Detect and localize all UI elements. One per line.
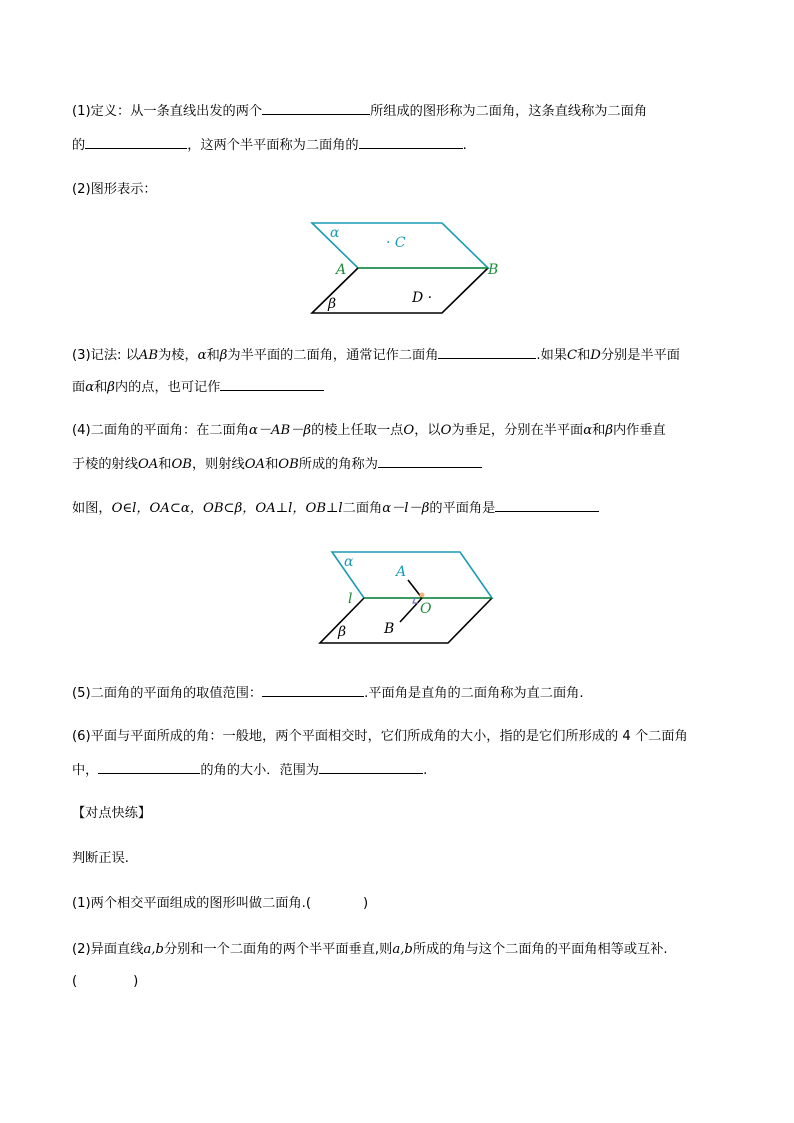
text: (4)二面角的平面角：在二面角 [72, 423, 249, 438]
text: 二面角 [342, 501, 383, 516]
text: 为垂足，分别在半平面 [451, 423, 584, 438]
blank-1[interactable] [262, 100, 370, 115]
math-beta: β [605, 423, 613, 438]
label-beta: β [338, 624, 347, 640]
text: (2)异面直线 [72, 942, 144, 957]
label-A: A [336, 262, 347, 278]
label-D: D · [412, 290, 433, 306]
blank-4[interactable] [438, 344, 536, 359]
blank-2[interactable] [85, 134, 187, 149]
math-beta: β [107, 380, 115, 395]
text: 如图， [72, 501, 112, 516]
blank-3[interactable] [359, 134, 463, 149]
text: 于棱的射线 [72, 457, 138, 472]
definition-line-1 [72, 100, 647, 122]
text: ，则射线 [191, 457, 245, 472]
text: (5)二面角的平面角的取值范围： [72, 686, 263, 701]
label-B: B [488, 262, 499, 278]
text: .平面角是直角的二面角称为直二面角. [364, 686, 584, 701]
text: ( [72, 974, 78, 989]
blank-7[interactable] [495, 497, 599, 512]
text: 的 [72, 138, 86, 153]
math-OA: OA [244, 457, 266, 472]
math-OA: OA [137, 457, 159, 472]
plane-plane-angle-line-1: (6)平面与平面所成的角：一般地，两个平面相交时，它们所成角的大小，指的是它们所形成的 4 个二面角 [72, 729, 688, 744]
text: 分别和一个二面角的两个半平面垂直,则 [163, 942, 393, 957]
notation-line-2 [72, 376, 324, 398]
math-beta: β [219, 348, 228, 363]
plane-alpha [332, 552, 492, 598]
math-AB: AB [138, 348, 159, 363]
math-expr: α－l－β [382, 501, 430, 516]
text: 所组成的图形称为二面角，这条直线称为二面角 [370, 104, 648, 119]
point-O [420, 593, 425, 598]
question-2-answer [72, 972, 138, 992]
label-O: O [420, 601, 432, 617]
math-conditions: O∈l，OA⊂α，OB⊂β，OA⊥l，OB⊥l [111, 501, 343, 516]
text: 为半平面的二面角，通常记作二面角 [227, 348, 439, 363]
math-C: C [566, 348, 578, 363]
text: ) [363, 896, 369, 911]
text: 的棱上任取一点 [311, 423, 404, 438]
text: 和 [265, 457, 279, 472]
figure-caption: (2)图形表示： [72, 182, 157, 197]
text: .如果 [536, 348, 567, 363]
math-ab: a,b [392, 942, 413, 957]
text: ，这两个半平面称为二面角的 [187, 138, 359, 153]
section-title: 【对点快练】 [72, 806, 152, 821]
text: 和 [158, 457, 172, 472]
label-C: · C [386, 235, 406, 251]
range-line [72, 682, 584, 704]
text: . [462, 138, 467, 153]
text: 分别是半平面 [600, 348, 680, 363]
text: ，以 [414, 423, 441, 438]
judge-title: 判断正误. [72, 851, 129, 866]
ray-OB [400, 598, 422, 622]
text: ) [133, 974, 139, 989]
math-O: O [440, 423, 452, 438]
text: 为棱， [158, 348, 198, 363]
plane-angle-line-1 [72, 421, 666, 441]
blank-5[interactable] [220, 376, 324, 391]
definition-line-2 [72, 134, 467, 156]
label-beta: β [328, 296, 337, 312]
example-line [72, 497, 599, 519]
math-alpha: α [583, 423, 593, 438]
label-A: A [396, 564, 407, 580]
blank-9[interactable] [98, 759, 200, 774]
label-alpha: α [344, 554, 354, 570]
text: (1)定义：从一条直线出发的两个 [72, 104, 263, 119]
text: 和 [206, 348, 220, 363]
label-alpha: α [330, 225, 340, 241]
math-alpha: α [197, 348, 207, 363]
text: 所成的角与这个二面角的平面角相等或互补. [412, 942, 668, 957]
dihedral-figure-1 [300, 215, 510, 325]
math-OB: OB [171, 457, 192, 472]
text: 内作垂直 [612, 423, 666, 438]
math-D: D [590, 348, 601, 363]
text: (1)两个相交平面组成的图形叫做二面角.( [72, 896, 312, 911]
notation-line-1 [72, 344, 680, 366]
text: (3)记法: 以 [72, 348, 139, 363]
text: 中， [72, 763, 99, 778]
dihedral-figure-2 [310, 545, 510, 650]
text: 的平面角是 [429, 501, 496, 516]
text: 和 [592, 423, 606, 438]
text: 和 [577, 348, 591, 363]
label-B: B [384, 621, 395, 637]
blank-10[interactable] [319, 759, 423, 774]
blank-8[interactable] [262, 682, 364, 697]
text: 面 [72, 380, 86, 395]
text: 内的点，也可记作 [114, 380, 221, 395]
text: 和 [94, 380, 108, 395]
math-alpha: α [85, 380, 95, 395]
text: . [423, 763, 428, 778]
text: 的角的大小．范围为 [200, 763, 320, 778]
question-2 [72, 940, 668, 960]
math-O: O [403, 423, 415, 438]
plane-plane-angle-line-2 [72, 759, 427, 781]
math-OB: OB [278, 457, 299, 472]
math-ab: a,b [143, 942, 164, 957]
text: 所成的角称为 [298, 457, 378, 472]
math-expr: α－AB－β [248, 423, 312, 438]
label-l: l [348, 591, 353, 607]
question-1 [72, 894, 368, 914]
blank-6[interactable] [378, 453, 482, 468]
plane-angle-line-2 [72, 453, 482, 475]
